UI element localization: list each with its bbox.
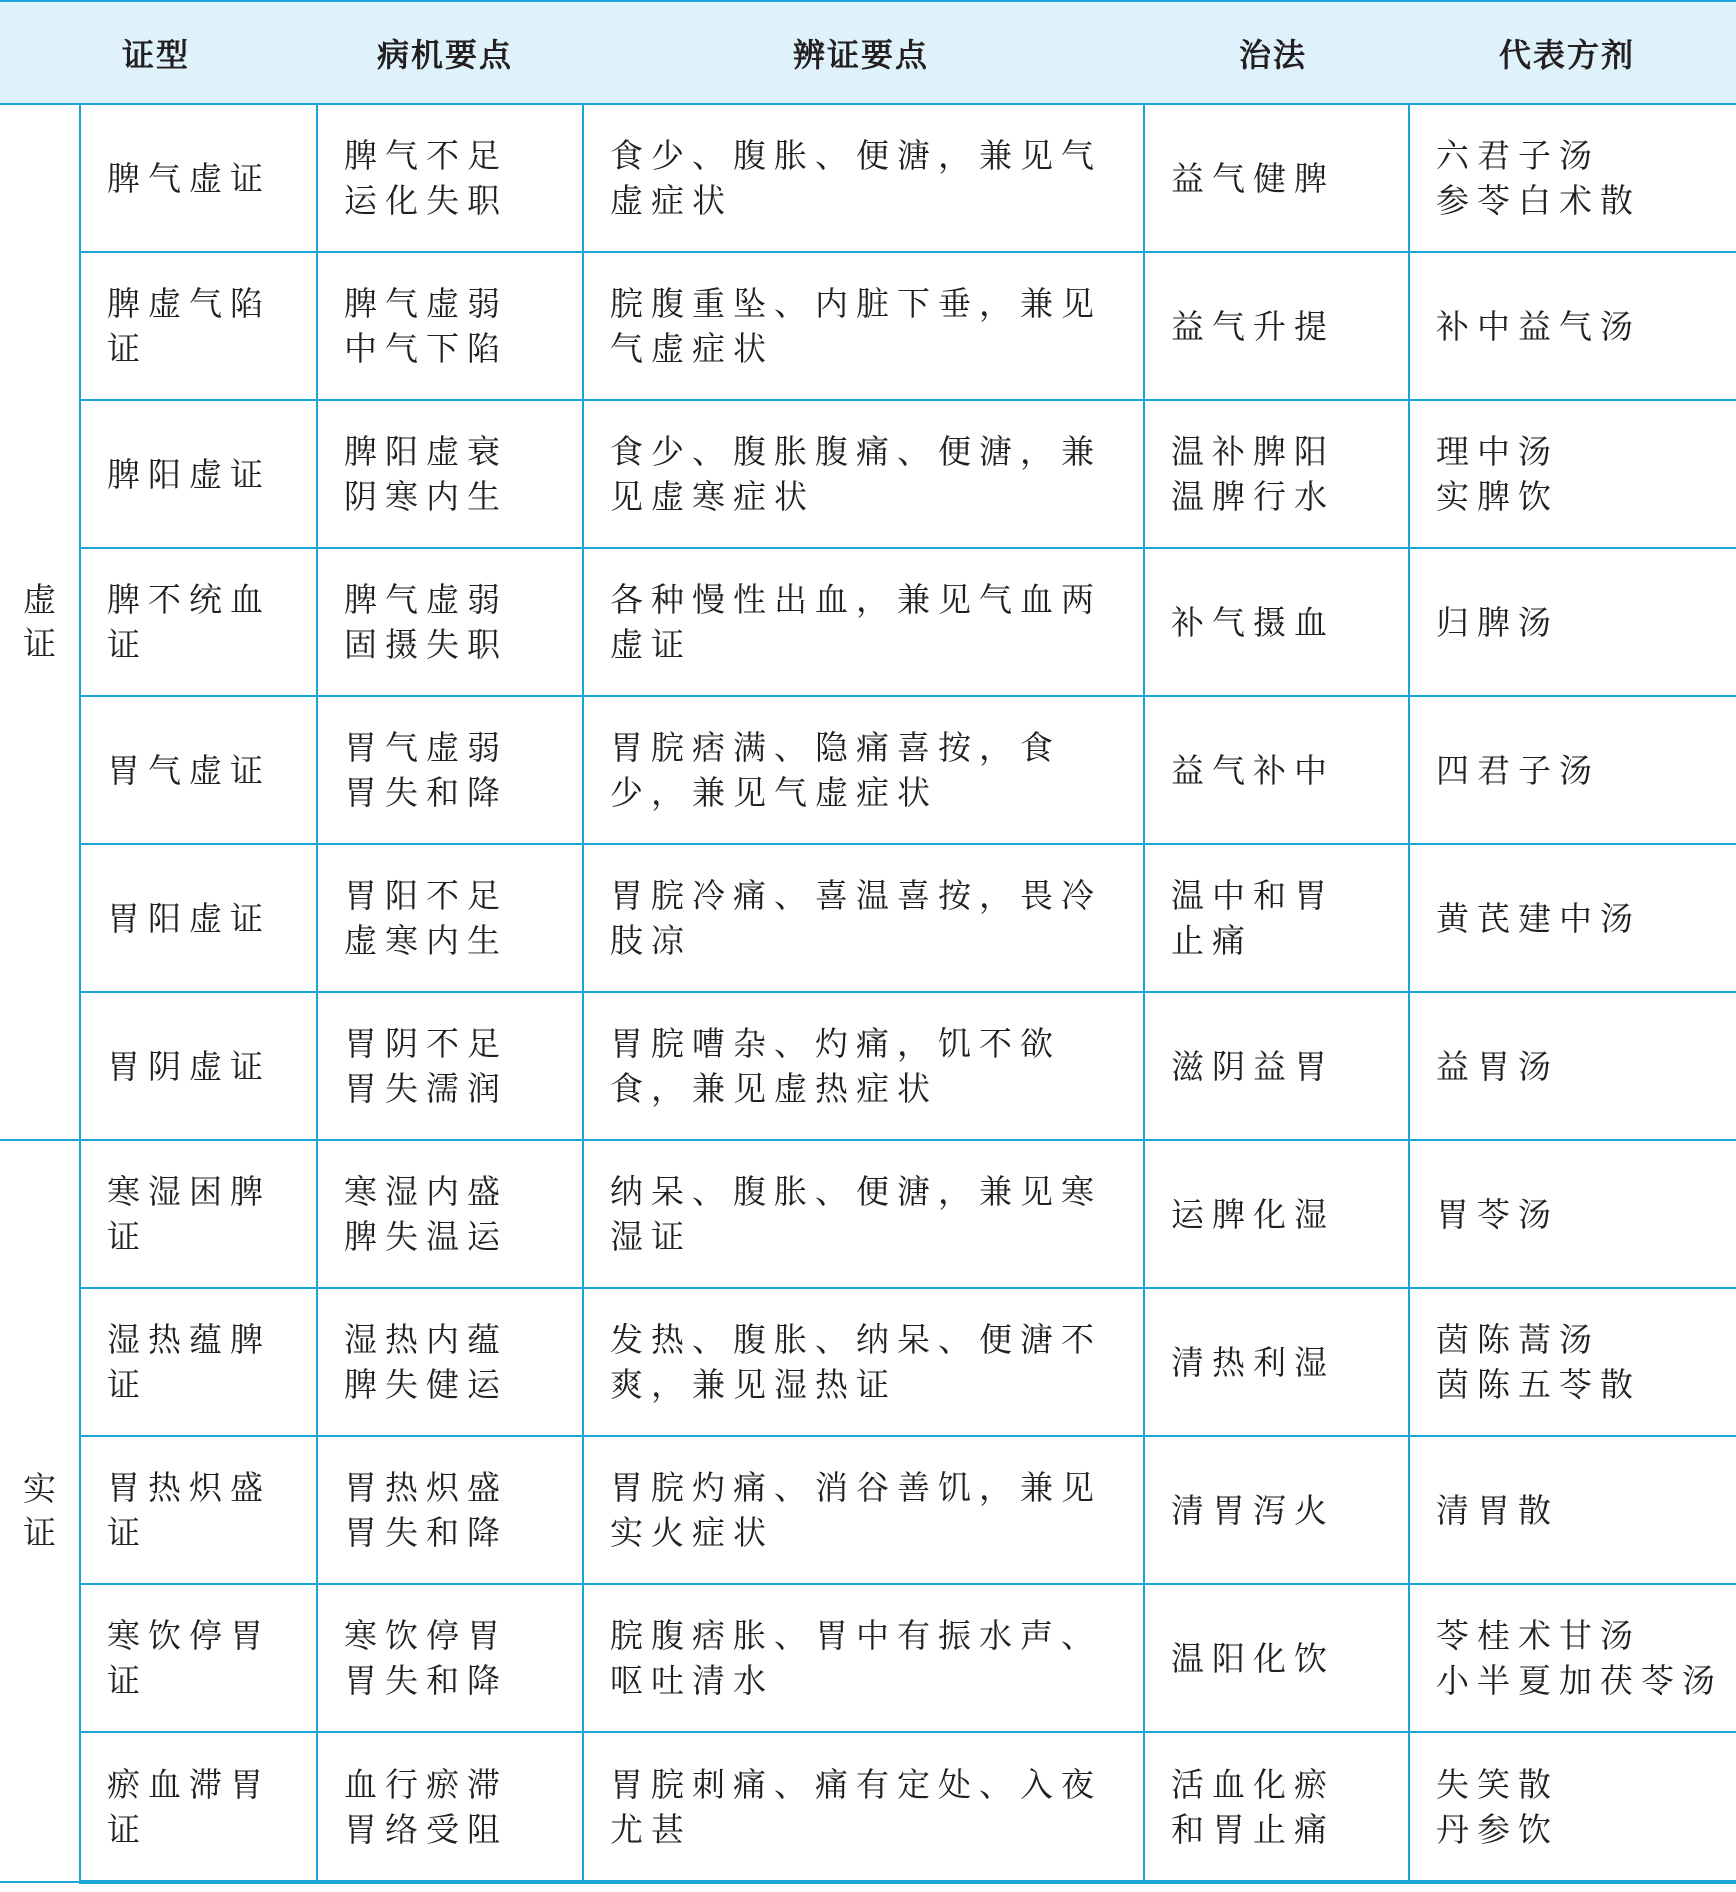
cell-syndrome-type: 胃气虚证 bbox=[80, 696, 317, 844]
cell-pathogenesis: 血行瘀滞 胃络受阻 bbox=[317, 1732, 583, 1882]
cell-differentiation: 胃脘嘈杂、灼痛，饥不欲食，兼见虚热症状 bbox=[583, 992, 1144, 1140]
cell-formula: 清胃散 bbox=[1409, 1436, 1736, 1584]
table-row bbox=[0, 1288, 1736, 1436]
table-row bbox=[0, 104, 1736, 252]
cell-treatment: 益气升提 bbox=[1144, 252, 1409, 400]
cell-syndrome-type: 脾虚气陷证 bbox=[80, 252, 317, 400]
cell-differentiation: 脘腹痞胀、胃中有振水声、呕吐清水 bbox=[583, 1584, 1144, 1732]
cell-differentiation: 发热、腹胀、纳呆、便溏不爽，兼见湿热证 bbox=[583, 1288, 1144, 1436]
table-row bbox=[0, 1732, 1736, 1882]
cell-formula: 六君子汤 参苓白术散 bbox=[1409, 104, 1736, 252]
cell-treatment: 运脾化湿 bbox=[1144, 1140, 1409, 1288]
cell-syndrome-type: 瘀血滞胃证 bbox=[80, 1732, 317, 1882]
cell-treatment: 温补脾阳 温脾行水 bbox=[1144, 400, 1409, 548]
header-pathogenesis: 病机要点 bbox=[317, 1, 583, 104]
cell-differentiation: 胃脘冷痛、喜温喜按，畏冷 肢凉 bbox=[583, 844, 1144, 992]
cell-formula: 茵陈蒿汤 茵陈五苓散 bbox=[1409, 1288, 1736, 1436]
cell-differentiation: 各种慢性出血，兼见气血两虚证 bbox=[583, 548, 1144, 696]
header-row bbox=[0, 1, 1736, 104]
cell-treatment: 滋阴益胃 bbox=[1144, 992, 1409, 1140]
cell-formula: 失笑散 丹参饮 bbox=[1409, 1732, 1736, 1882]
cell-pathogenesis: 胃热炽盛 胃失和降 bbox=[317, 1436, 583, 1584]
header-treatment: 治法 bbox=[1144, 1, 1409, 104]
cell-syndrome-type: 脾气虚证 bbox=[80, 104, 317, 252]
cell-pathogenesis: 脾气不足 运化失职 bbox=[317, 104, 583, 252]
cell-formula: 补中益气汤 bbox=[1409, 252, 1736, 400]
cell-formula: 理中汤 实脾饮 bbox=[1409, 400, 1736, 548]
cell-treatment: 益气补中 bbox=[1144, 696, 1409, 844]
table-row bbox=[0, 992, 1736, 1140]
cell-treatment: 补气摄血 bbox=[1144, 548, 1409, 696]
cell-formula: 四君子汤 bbox=[1409, 696, 1736, 844]
table-body bbox=[0, 104, 1736, 1882]
group-label: 实证 bbox=[23, 1469, 56, 1552]
cell-treatment: 清胃泻火 bbox=[1144, 1436, 1409, 1584]
table-header bbox=[0, 1, 1736, 104]
table-row bbox=[0, 1140, 1736, 1288]
cell-pathogenesis: 湿热内蕴 脾失健运 bbox=[317, 1288, 583, 1436]
cell-syndrome-type: 寒饮停胃证 bbox=[80, 1584, 317, 1732]
cell-syndrome-type: 脾阳虚证 bbox=[80, 400, 317, 548]
cell-formula: 苓桂术甘汤 小半夏加茯苓汤 bbox=[1409, 1584, 1736, 1732]
cell-syndrome-type: 湿热蕴脾证 bbox=[80, 1288, 317, 1436]
group-label-cell bbox=[0, 104, 80, 1140]
cell-syndrome-type: 寒湿困脾证 bbox=[80, 1140, 317, 1288]
cell-differentiation: 胃脘灼痛、消谷善饥，兼见实火症状 bbox=[583, 1436, 1144, 1584]
cell-treatment: 清热利湿 bbox=[1144, 1288, 1409, 1436]
table-row bbox=[0, 1584, 1736, 1732]
cell-formula: 胃苓汤 bbox=[1409, 1140, 1736, 1288]
cell-pathogenesis: 胃气虚弱 胃失和降 bbox=[317, 696, 583, 844]
cell-pathogenesis: 胃阴不足 胃失濡润 bbox=[317, 992, 583, 1140]
cell-differentiation: 纳呆、腹胀、便溏，兼见寒湿证 bbox=[583, 1140, 1144, 1288]
header-syndrome-type: 证型 bbox=[0, 1, 317, 104]
cell-treatment: 活血化瘀 和胃止痛 bbox=[1144, 1732, 1409, 1882]
cell-treatment: 温中和胃 止痛 bbox=[1144, 844, 1409, 992]
cell-differentiation: 食少、腹胀、便溏，兼见气虚症状 bbox=[583, 104, 1144, 252]
table-row bbox=[0, 844, 1736, 992]
table-row bbox=[0, 548, 1736, 696]
cell-formula: 归脾汤 bbox=[1409, 548, 1736, 696]
table-row bbox=[0, 400, 1736, 548]
cell-differentiation: 脘腹重坠、内脏下垂，兼见气虚症状 bbox=[583, 252, 1144, 400]
cell-differentiation: 食少、腹胀腹痛、便溏，兼见虚寒症状 bbox=[583, 400, 1144, 548]
cell-syndrome-type: 胃热炽盛证 bbox=[80, 1436, 317, 1584]
table-row bbox=[0, 252, 1736, 400]
group-label: 虚证 bbox=[23, 580, 56, 663]
cell-pathogenesis: 脾气虚弱 固摄失职 bbox=[317, 548, 583, 696]
table-row bbox=[0, 696, 1736, 844]
cell-pathogenesis: 胃阳不足 虚寒内生 bbox=[317, 844, 583, 992]
cell-pathogenesis: 寒饮停胃 胃失和降 bbox=[317, 1584, 583, 1732]
cell-treatment: 益气健脾 bbox=[1144, 104, 1409, 252]
cell-syndrome-type: 胃阴虚证 bbox=[80, 992, 317, 1140]
cell-differentiation: 胃脘痞满、隐痛喜按，食少，兼见气虚症状 bbox=[583, 696, 1144, 844]
cell-treatment: 温阳化饮 bbox=[1144, 1584, 1409, 1732]
cell-pathogenesis: 寒湿内盛 脾失温运 bbox=[317, 1140, 583, 1288]
cell-pathogenesis: 脾阳虚衰 阴寒内生 bbox=[317, 400, 583, 548]
cell-pathogenesis: 脾气虚弱 中气下陷 bbox=[317, 252, 583, 400]
cell-formula: 黄芪建中汤 bbox=[1409, 844, 1736, 992]
group-label-cell bbox=[0, 1140, 80, 1882]
cell-formula: 益胃汤 bbox=[1409, 992, 1736, 1140]
cell-differentiation: 胃脘刺痛、痛有定处、入夜尤甚 bbox=[583, 1732, 1144, 1882]
header-formula: 代表方剂 bbox=[1409, 1, 1736, 104]
cell-syndrome-type: 胃阳虚证 bbox=[80, 844, 317, 992]
header-differentiation: 辨证要点 bbox=[583, 1, 1144, 104]
cell-syndrome-type: 脾不统血证 bbox=[80, 548, 317, 696]
table-row bbox=[0, 1436, 1736, 1584]
